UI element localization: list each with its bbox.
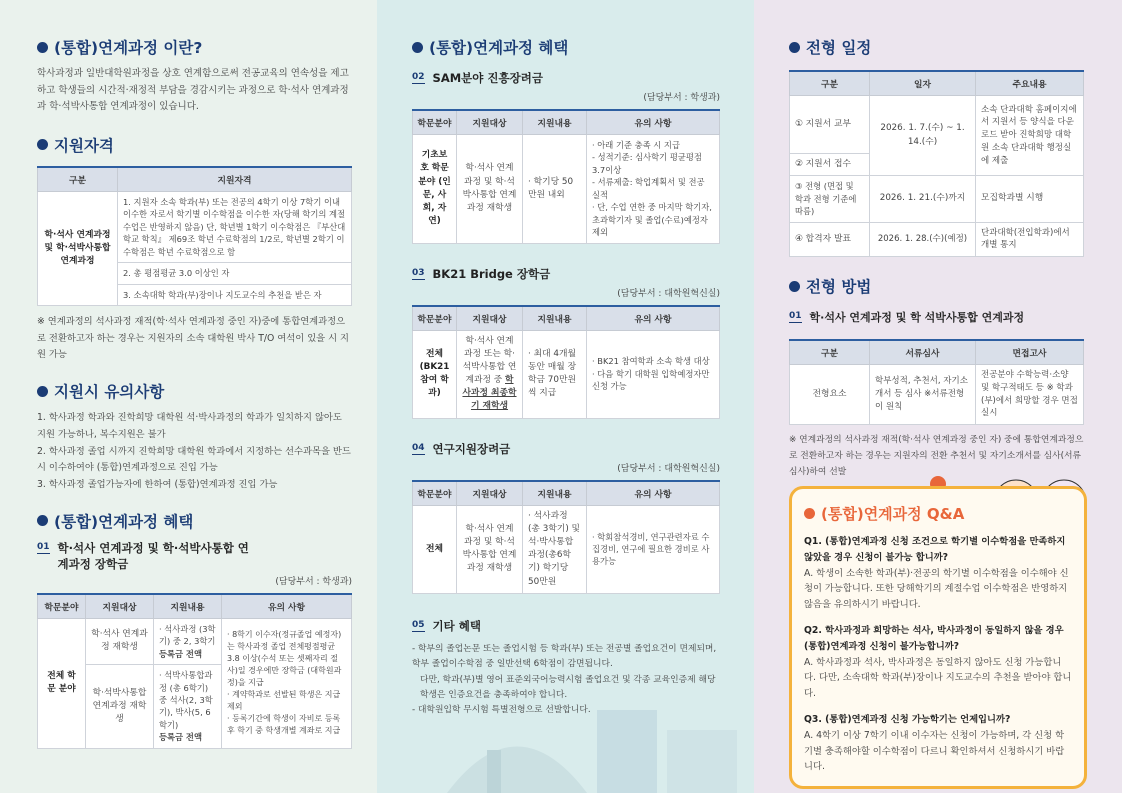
department-label: (담당부서 : 학생과) <box>275 576 352 587</box>
section-title-method: 전형 방법 <box>789 275 1084 297</box>
bullet-dot-icon <box>37 139 48 150</box>
section-title-eligibility: 지원자격 <box>37 134 352 156</box>
scholarship-table: 학문분야 지원대상 지원내용 유의 사항 전체 학문 분야 학·석사 연계과정 재학생 · 석사과정 (3학기) 중 2, 3학기 등록금 전액 · 8학기 이수자(정규졸업 예정자)는 학사과정 졸업 전체평점평균 3.8 이상(수석 또는 셋째자리 절사)일 경우에만 장학금 (대학원과정)을 지급 · 계약학과로 선발된 학생은 지급 제외 · 등록기간에 학생이 자비로 등록 후 학기 중 학생개별 계좌로 지급 학·석박사통합 연계과정 재학생 · 석박사통합과정 (총 6학기) 중 석사(2, 3학기), 박사(5, 6학기) 등록금 전액 <box>37 593 352 749</box>
sam-table: 학문분야 지원대상 지원내용 유의 사항 기초보호 학문분야 (인문, 사회, 자연) 학·석사 연계과정 및 학·석박사통합 연계과정 재학생 · 학기당 50만원 내외 · 아래 기준 충족 시 지급 - 성적기준: 심사학기 평균평점3.7이상 - 서류제출: 학업계획서 및 전공 실적 · 단, 수업 연한 중 마지막 학기자, 초과학기자 및 졸업(수료)예정자 제외 <box>412 109 720 244</box>
qa-question: Q3. (통합)연계과정 신청 가능학기는 언제입니까? <box>804 713 1011 725</box>
eligibility-item: 1. 지원자 소속 학과(부) 또는 전공의 4학기 이상 7학기 이내 이수한 자로서 학기별 이수학점을 이수한 자(당해 학기의 계절수업은 반영하지 않음) 단, 학년별 1학기 이수학점은 『부산대학교 학칙』 제69조 학년 수료학점의 1/2로, 학년별 2학기 이수학점은 학년 수료학점으로 함 <box>118 191 352 262</box>
bk21-table: 학문분야 지원대상 지원내용 유의 사항 전체 (BK21 참여 학과) 학·석사 연계과정 또는 학·석박사통합 연계과정 중 학사과정 최종학기 재학생 · 최대 4개월 동안 매월 장학금 70만원씩 지급 · BK21 참여학과 소속 학생 대상 · 다음 학기 대학원 입학예정자만 신청 가능 <box>412 305 720 419</box>
subsection-heading: 03 BK21 Bridge 장학금 <box>412 266 551 281</box>
bullet-dot-icon <box>789 281 800 292</box>
department-label: (담당부서 : 대학원혁신실) <box>617 288 720 299</box>
qa-answer: A. 4학기 이상 7학기 이내 이수자는 신청이 가능하며, 각 신청 학기별 충족해야할 이수학점이 다르니 확인하셔서 신청하시기 바랍니다. <box>804 729 1065 773</box>
qa-question: Q1. (통합)연계과정 신청 조건으로 학기별 이수학점을 만족하지 않았을 경우 신청이 불가능 합니까? <box>804 536 1066 563</box>
bullet-dot-icon <box>37 386 48 397</box>
eligibility-item: 2. 총 평점평균 3.0 이상인 자 <box>118 263 352 284</box>
department-label: (담당부서 : 대학원혁신실) <box>617 463 720 474</box>
section-title-benefits-2: (통합)연계과정 혜택 <box>412 36 720 58</box>
intro-paragraph: 학사과정과 일반대학원과정을 상호 연계함으로써 전공교육의 연속성을 제고하고 학생들의 시간적·재정적 부담을 경감시키는 과정으로 학·석사 연계과정과 학·석박사통합 연계과정이 있습니다. <box>37 68 349 113</box>
subsection-heading: 02 SAM분야 진흥장려금 <box>412 71 543 85</box>
bullet-dot-icon <box>37 515 48 526</box>
panel-middle <box>377 0 754 793</box>
section-title-schedule: 전형 일정 <box>789 36 1084 58</box>
qa-question: Q2. 학사과정과 희망하는 석사, 박사과정이 동일하지 않을 경우 (통합)연계과정 신청이 불가능합니까? <box>804 624 1064 652</box>
eligibility-row-label: 학·석사 연계과정 및 학·석박사통합 연계과정 <box>38 191 118 305</box>
other-benefits: - 학부의 졸업논문 또는 졸업시험 등 학과(부) 또는 전공별 졸업요건이 면제되며, 학부 졸업이수학점 중 일반선택 6학점이 감면됩니다. 다만, 학과(부)별 영어 표준외국어능력시험 졸업요건 및 각종 교육인증제 해당 학생은 인증요건을 충족하여야 합니다. - 대학원입학 무시험 특별전형으로 선발합니다. <box>412 643 717 716</box>
research-table: 학문분야 지원대상 지원내용 유의 사항 전체 학·석사 연계과정 및 학·석박사통합 연계과정 재학생 · 석사과정 (총 3학기) 및 석·박사통합 과정(총6학기) 학기당 50만원 · 학회참석경비, 연구관련자료 수집경비, 연구에 필요한 경비로 사용가능 <box>412 480 720 594</box>
qa-box <box>789 486 1087 789</box>
qa-answer: A. 학생이 소속한 학과(부)·전공의 학기별 이수학점을 이수해야 신청이 가능합니다. 또한 당해학기의 계절수업 이수학점은 반영하지 않음을 유의하시기 바랍니다. <box>804 567 1069 611</box>
qa-answer: A. 학사과정과 석사, 박사과정은 동일하지 않아도 신청 가능합니다. 다만, 소속대학 학과(부)장이나 지도교수의 추천을 받아야 합니다. <box>804 656 1072 700</box>
bullet-dot-icon <box>37 42 48 53</box>
eligibility-table: 구분 지원자격 학·석사 연계과정 및 학·석박사통합 연계과정 1. 지원자 소속 학과(부) 또는 전공의 4학기 이상 7학기 이내 이수한 자로서 학기별 이수학점을 이수한 자(당해 학기의 계절수업은 반영하지 않음) 단, 학년별 1학기 이수학점은 『부산대학교 학칙』 제69조 학년 수료학점의 1/2로, 학년별 2학기 이수학점은 학년 수료학점으로 함 2. 총 평점평균 3.0 이상인 자 3. 소속대학 학과(부)장이나 지도교수의 추천을 받은 자 <box>37 166 352 306</box>
method-table: 구분 서류심사 면접고사 전형요소 학부성적, 추천서, 자기소개서 등 심사 ※서류전형이 원칙 전공분야 수학능력·소양 및 학구적태도 등 ※ 학과(부)에서 희망할 경우 면접실시 <box>789 339 1084 425</box>
list-item: 3. 학사과정 졸업가능자에 한하여 (통합)연계과정 진입 가능 <box>37 479 278 491</box>
section-title-benefits: (통합)연계과정 혜택 <box>37 510 352 532</box>
subsection-heading: 04 연구지원장려금 <box>412 441 511 456</box>
subsection-heading: 01 학·석사 연계과정 및 학 석박사통합 연계과정 <box>789 311 1025 324</box>
cautions-list <box>37 410 352 494</box>
eligibility-item: 3. 소속대학 학과(부)장이나 지도교수의 추천을 받은 자 <box>118 284 352 305</box>
bullet-dot-icon <box>789 42 800 53</box>
section-title-cautions: 지원시 유의사항 <box>37 380 352 402</box>
eligibility-note: ※ 연계과정의 석사과정 재적(학·석사 연계과정 중인 자)중에 통합연계과정으로 전환하고자 하는 경우는 지원자의 소속 대학원 박사 T/O 여석이 있을 시 지원 가능 <box>37 315 350 361</box>
subsection-heading: 05 기타 혜택 <box>412 618 481 633</box>
subsection-heading: 01 학·석사 연계과정 및 학·석박사통합 연계과정 장학금 <box>37 540 249 571</box>
bullet-dot-icon <box>412 42 423 53</box>
method-note: ※ 연계과정의 석사과정 재적(학·석사 연계과정 중인 자) 중에 통합연계과정으로 전환하고자 하는 경우는 지원자의 전환 추천서 및 자기소개서를 심사(서류심사)하여 선발 <box>789 435 1084 477</box>
list-item: 2. 학사과정 졸업 시까지 진학희망 대학원 학과에서 지정하는 선수과목을 반드시 이수하여야 (통합)연계과정으로 진입 가능 <box>37 445 351 474</box>
section-title-intro: (통합)연계과정 이란? <box>37 36 352 58</box>
department-label: (담당부서 : 학생과) <box>643 93 720 103</box>
schedule-table: 구분 일자 주요내용 ① 지원서 교부 2026. 1. 7.(수) ~ 1. 14.(수) 소속 단과대학 홈페이지에서 지원서 등 양식을 다운로드 받아 진학희망 대학원 소속 단과대학 행정실에 제출 ② 지원서 접수 ③ 전형 (면접 및 학과 전형 기준에 따름) 2026. 1. 21.(수)까지 모집학과별 시행 ④ 합격자 발표 2026. 1. 28.(수)(예정) 단과대학(전입학과)에서 개별 통지 <box>789 70 1084 257</box>
bullet-dot-icon <box>804 508 815 519</box>
panel-left <box>0 0 377 793</box>
qa-title: (통합)연계과정 Q&A <box>804 503 1072 524</box>
list-item: 1. 학사과정 학과와 진학희망 대학원 석·박사과정의 학과가 일치하지 않아도 지원 가능하나, 복수지원은 불가 <box>37 412 342 440</box>
